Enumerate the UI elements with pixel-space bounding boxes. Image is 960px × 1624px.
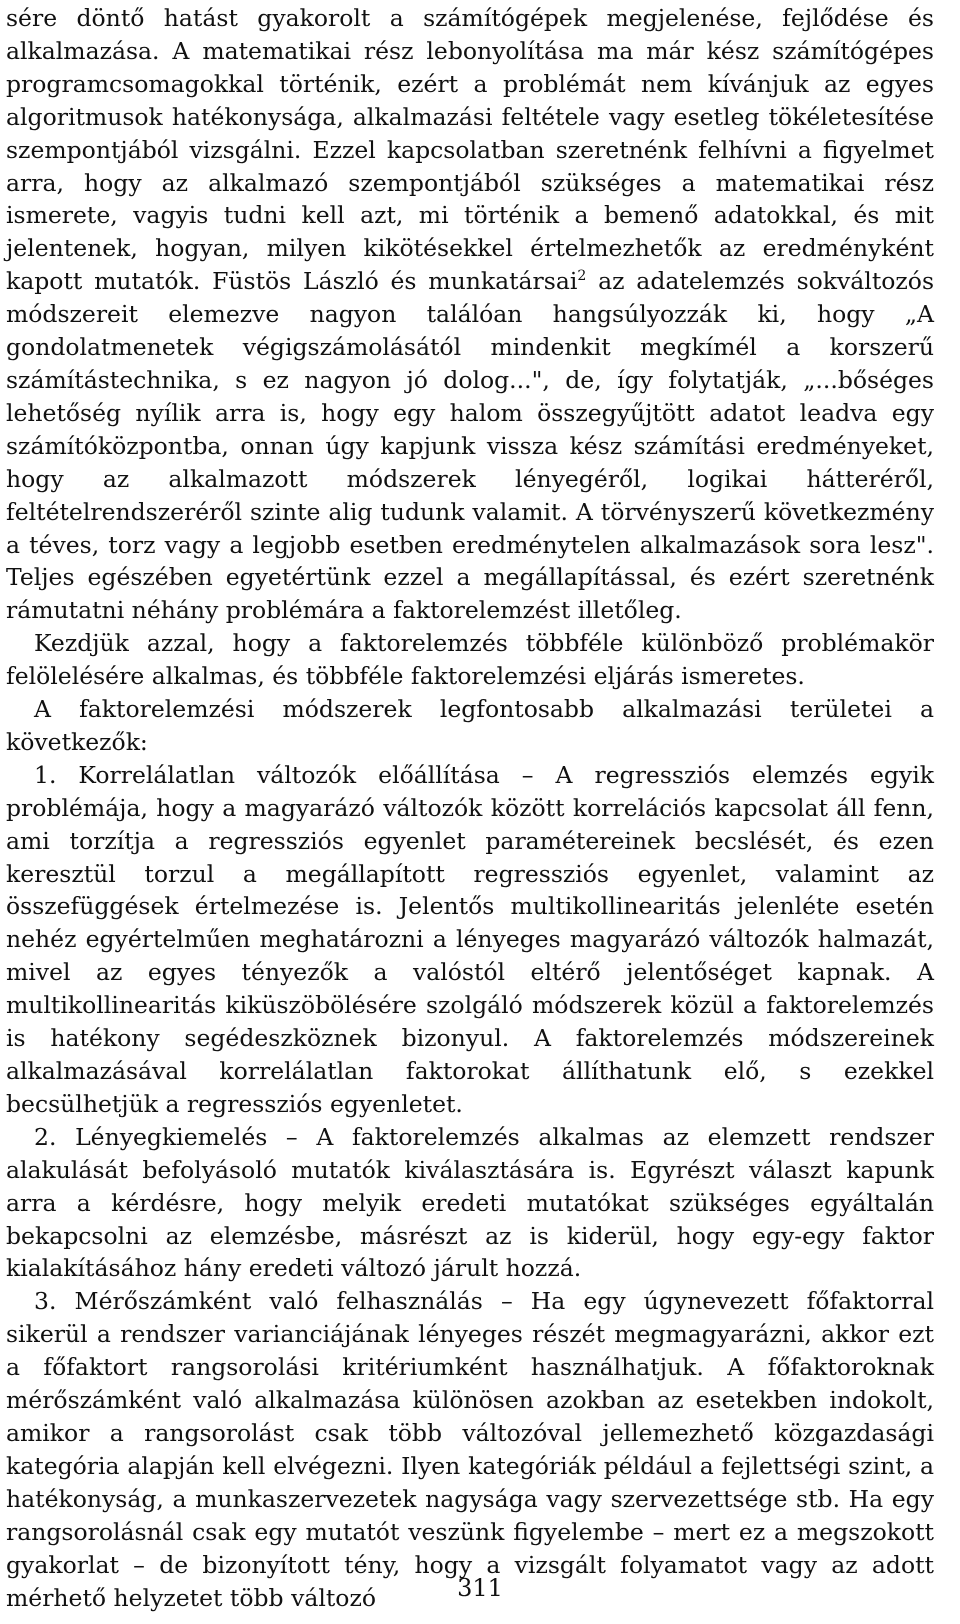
list-item-2: 2. Lényegkiemelés – A faktorelemzés alkalmas az elemzett rendszer alakulását befolyásoló mutatók kiválasztására is. Egyrészt választ kapunk arra a kérdésre, hogy melyik eredeti mutatókat szükséges egyáltalán bekapcsolni az elemzésbe, másrészt az is kiderül, hogy egy-egy faktor kialakításához hány eredeti változó járult hozzá. — [6, 1122, 934, 1283]
page-number: 311 — [457, 1574, 503, 1602]
paragraph-1-text: sére döntő hatást gyakorolt a számítógépek megjelenése, fejlődése és alkalmazása. A matematikai rész lebonyolítása ma már kész számítógépes programcsomagokkal történik, ezért a problémát nem kívánjuk az egyes algoritmusok hatékonysága, alkalmazási feltétele vagy esetleg tökéletesítése szempontjából vizsgálni. Ezzel kapcsolatban szeretnénk felhívni a figyelmet arra, hogy az alkalmazó szempontjából szükséges a matematikai rész ismerete, vagyis tudni kell azt, mi történik a bemenő adatokkal, és mit jelentenek, hogyan, milyen kikötésekkel értelmezhetők az eredményként kapott mutatók. Füstös László és munkatársai — [6, 4, 934, 296]
paragraph-1-text-continued: az adatelemzés sokváltozós módszereit elemezve nagyon találóan hangsúlyozzák ki, hogy „A gondolatmenetek végigszámolásától mindenkit megkímél a korszerű számítástechnika, s ez nagyon jó dolog...", de, így folytatják, „...bőséges lehetőség nyílik arra is, hogy egy halom összegyűjtött adatot leadva egy számítóközpontba, onnan úgy kapjunk vissza kész számítási eredményeket, hogy az alkalmazott módszerek lényegéről, logikai hátteréről, feltételrendszeréről szinte alig tudunk valamit. A törvényszerű következmény a téves, torz vagy a legjobb esetben eredménytelen alkalmazások sora lesz". Teljes egészében egyetértünk ezzel a megállapítással, és ezért szeretnénk rámutatni néhány problémára a faktorelemzést illetőleg. — [6, 267, 935, 625]
list-item-1: 1. Korrelálatlan változók előállítása – A regressziós elemzés egyik problémája, hogy a magyarázó változók között korrelációs kapcsolat áll fenn, ami torzítja a regressziós egyenlet paramétereinek becslését, és ezen keresztül torzul a megállapított regressziós egyenlet, valamint az összefüggések értelmezése is. Jelentős multikollinearitás jelenléte esetén nehéz egyértelműen meghatározni a lényeges magyarázó változók halmazát, mivel az egyes tényezők a valóstól eltérő jelentőséget kapnak. A multikollinearitás kiküszöbölésére szolgáló módszerek közül a faktorelemzés is hatékony segédeszköznek bizonyul. A faktorelemzés módszereinek alkalmazásával korrelálatlan faktorokat állíthatunk elő, s ezekkel becsülhetjük a regressziós egyenletet. — [6, 760, 934, 1118]
paragraph-1 — [6, 2, 934, 627]
list-item-3: 3. Mérőszámként való felhasználás – Ha egy úgynevezett főfaktorral sikerül a rendszer varianciájának lényeges részét megmagyarázni, akkor ezt a főfaktort rangsorolási kritériumként használhatjuk. A főfaktoroknak mérőszámként való alkalmazása különösen azokban az esetekben indokolt, amikor a rangsorolást csak több változóval jellemezhető közgazdasági kategória alapján kell elvégezni. Ilyen kategóriák például a fejlettségi szint, a hatékonyság, a munkaszervezetek nagysága vagy szervezettsége stb. Ha egy rangsorolásnál csak egy mutatót veszünk figyelembe – mert ez a megszokott gyakorlat – de bizonyított tény, hogy a vizsgált folyamatot vagy az adott mérhető helyzetet több változó — [6, 1287, 934, 1612]
paragraph-2: Kezdjük azzal, hogy a faktorelemzés többféle különböző problémakör felölelésére alkalmas, és többféle faktorelemzési eljárás ismeretes. — [6, 629, 934, 691]
footnote-marker: 2 — [577, 268, 587, 285]
page-body — [6, 2, 934, 1614]
paragraph-3: A faktorelemzési módszerek legfontosabb alkalmazási területei a következők: — [6, 695, 934, 756]
